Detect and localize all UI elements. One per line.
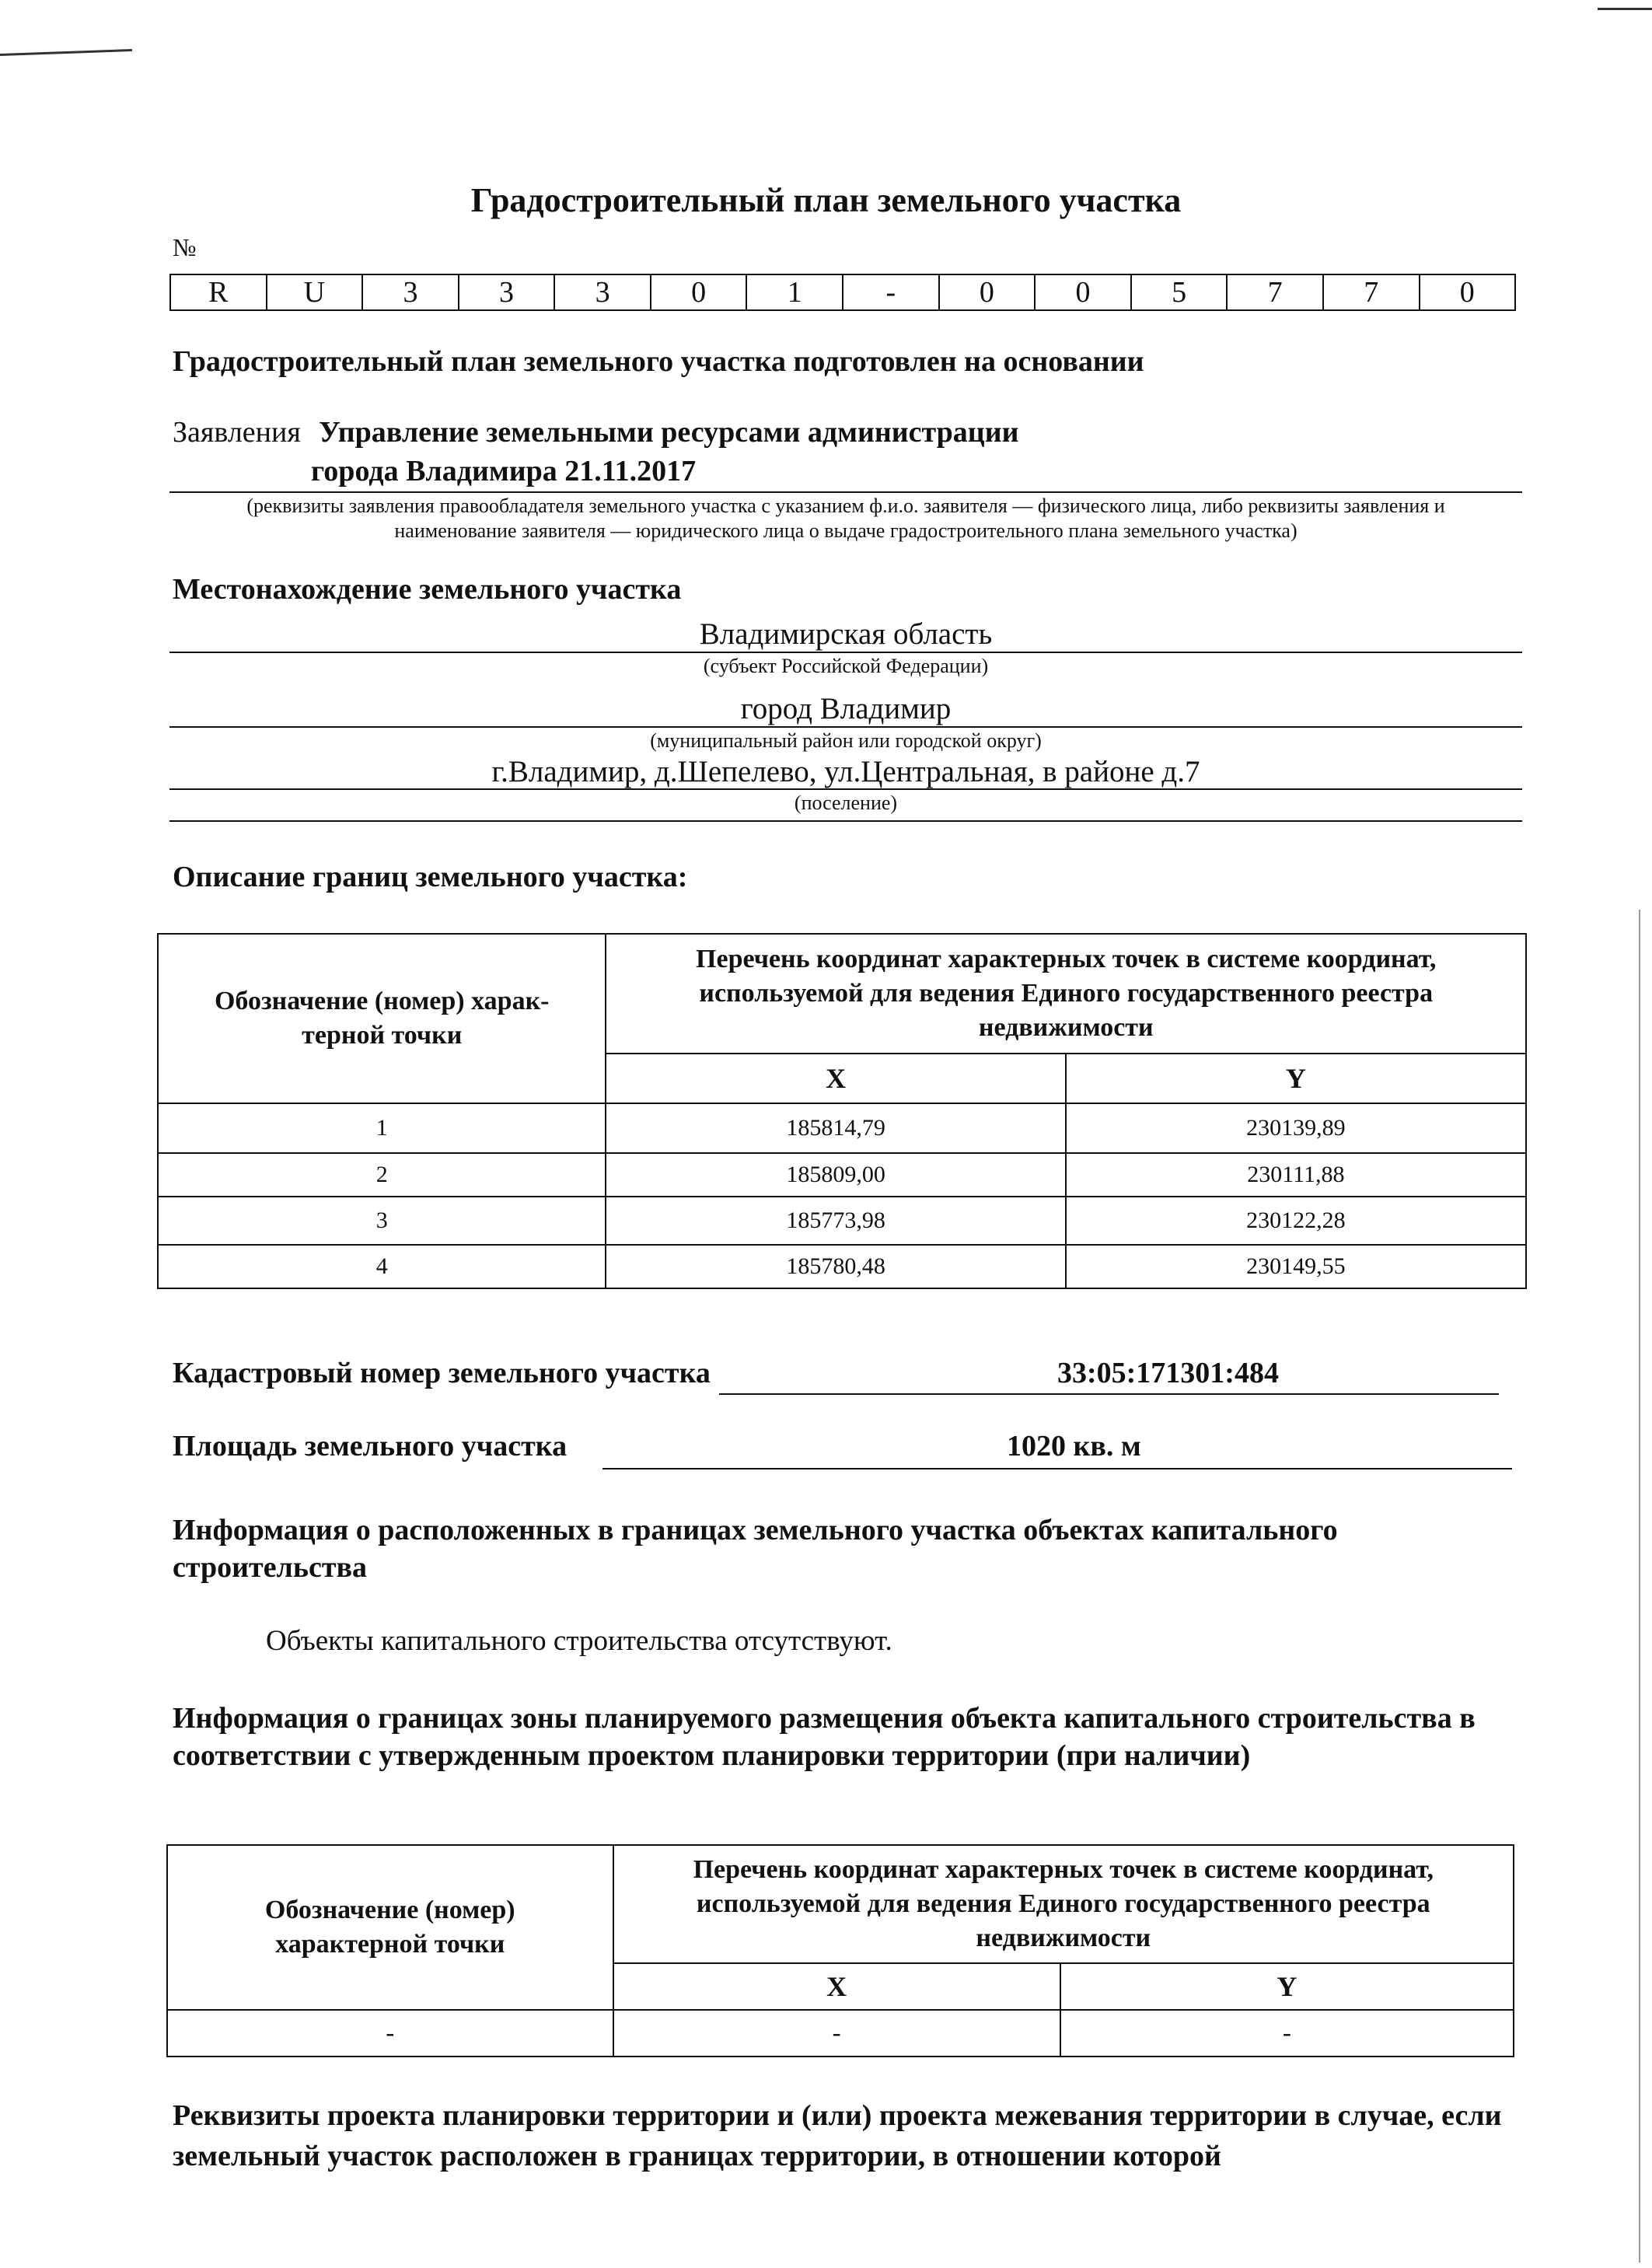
municipality-underline xyxy=(169,726,1522,728)
number-char: 0 xyxy=(1419,275,1515,309)
location-heading: Местонахождение земельного участка xyxy=(173,573,682,606)
point-number: 2 xyxy=(158,1153,606,1197)
project-details-heading: Реквизиты проекта планировки территории и (или) проекта межевания территории в случае, если земельный участок расположен в границах территории, в отношении которой xyxy=(173,2099,1502,2172)
point-y: 230111,88 xyxy=(1066,1153,1526,1197)
point-x: 185780,48 xyxy=(606,1245,1065,1288)
number-char: 0 xyxy=(650,275,746,309)
scan-edge-line xyxy=(1639,910,1640,2263)
number-char: R xyxy=(208,276,229,309)
application-line2: города Владимира 21.11.2017 xyxy=(311,455,697,487)
col-x-header: X xyxy=(606,1054,1065,1103)
table-row xyxy=(158,1197,1526,1245)
point-number: 1 xyxy=(158,1103,606,1153)
application-caption-2: наименование заявителя — юридического лица о выдаче градостроительного плана земельного участка) xyxy=(394,519,1298,542)
number-char: 0 xyxy=(1034,275,1130,309)
number-char: 1 xyxy=(746,275,842,309)
scan-mark-right xyxy=(1598,8,1652,10)
area-label: Площадь земельного участка xyxy=(173,1430,568,1462)
table-row xyxy=(158,1153,1526,1197)
region-underline xyxy=(169,652,1522,653)
point-y: 230122,28 xyxy=(1066,1197,1526,1245)
settlement-value: г.Владимир, д.Шепелево, ул.Центральная, в районе д.7 xyxy=(491,755,1200,788)
settlement-underline xyxy=(169,788,1522,790)
settlement-caption: (поселение) xyxy=(794,792,898,814)
area-underline xyxy=(602,1468,1512,1469)
number-char: 0 xyxy=(938,275,1035,309)
application-underline xyxy=(169,491,1522,493)
capital-objects-heading: Информация о расположенных в границах земельного участка объектах капитального строительства xyxy=(173,1514,1338,1584)
col-point-header: Обозначение (номер) характерной точки xyxy=(167,1845,613,2010)
application-prefix: Заявления xyxy=(173,416,301,449)
table-row xyxy=(167,2010,1514,2057)
col-y-header: Y xyxy=(1060,1963,1514,2010)
plan-number-row xyxy=(169,274,1516,311)
cadastral-label: Кадастровый номер земельного участка xyxy=(173,1357,711,1389)
page-title: Градостроительный план земельного участка xyxy=(470,181,1182,219)
number-label: № xyxy=(173,233,197,261)
application-caption-1: (реквизиты заявления правообладателя земельного участка с указанием ф.и.о. заявителя — физического лица, либо реквизиты заявления и xyxy=(246,494,1445,517)
point-x: 185809,00 xyxy=(606,1153,1065,1197)
number-char: 7 xyxy=(1226,275,1322,309)
table-row xyxy=(158,1103,1526,1153)
col-coords-header: Перечень координат характерных точек в системе координат, используемой для ведения Единого государственного реестра недвижимости xyxy=(606,934,1526,1054)
cadastral-value: 33:05:171301:484 xyxy=(1057,1357,1279,1389)
cadastral-underline xyxy=(719,1393,1499,1395)
planned-zone-heading: Информация о границах зоны планируемого размещения объекта капитального строительства в соответствии с утвержденным проектом планировки территории (при наличии) xyxy=(173,1702,1476,1772)
col-x-header: X xyxy=(613,1963,1060,2010)
point-number: 4 xyxy=(158,1245,606,1288)
point-y: 230149,55 xyxy=(1066,1245,1526,1288)
capital-objects-text: Объекты капитального строительства отсутствуют. xyxy=(266,1625,892,1657)
number-char: 3 xyxy=(361,275,458,309)
point-number: - xyxy=(167,2010,613,2057)
boundaries-heading: Описание границ земельного участка: xyxy=(173,861,688,893)
point-x: - xyxy=(613,2010,1060,2057)
scan-mark-left xyxy=(0,49,132,56)
basis-heading: Градостроительный план земельного участка подготовлен на основании xyxy=(173,345,1144,378)
area-value: 1020 кв. м xyxy=(1007,1430,1141,1462)
municipality-caption: (муниципальный район или городской округ) xyxy=(650,729,1042,752)
number-char: U xyxy=(266,275,362,309)
point-y: - xyxy=(1060,2010,1514,2057)
region-value: Владимирская область xyxy=(699,617,993,651)
col-y-header: Y xyxy=(1066,1054,1526,1103)
municipality-value: город Владимир xyxy=(740,692,952,725)
application-line1: Управление земельными ресурсами администрации xyxy=(319,416,1019,449)
point-x: 185814,79 xyxy=(606,1103,1065,1153)
point-number: 3 xyxy=(158,1197,606,1245)
number-char: 3 xyxy=(458,275,554,309)
point-x: 185773,98 xyxy=(606,1197,1065,1245)
number-char: 7 xyxy=(1322,275,1419,309)
planned-zone-table xyxy=(166,1844,1514,2057)
number-char: 3 xyxy=(554,275,650,309)
boundaries-table xyxy=(157,933,1527,1289)
region-caption: (субъект Российской Федерации) xyxy=(703,655,989,677)
col-coords-header: Перечень координат характерных точек в системе координат, используемой для ведения Единого государственного реестра недвижимости xyxy=(613,1845,1514,1963)
point-y: 230139,89 xyxy=(1066,1103,1526,1153)
table-row xyxy=(158,1245,1526,1288)
settlement-caption-underline xyxy=(169,820,1522,822)
number-char: 5 xyxy=(1130,275,1227,309)
number-char: - xyxy=(842,275,938,309)
col-point-header: Обозначение (номер) харак-терной точки xyxy=(158,934,606,1103)
